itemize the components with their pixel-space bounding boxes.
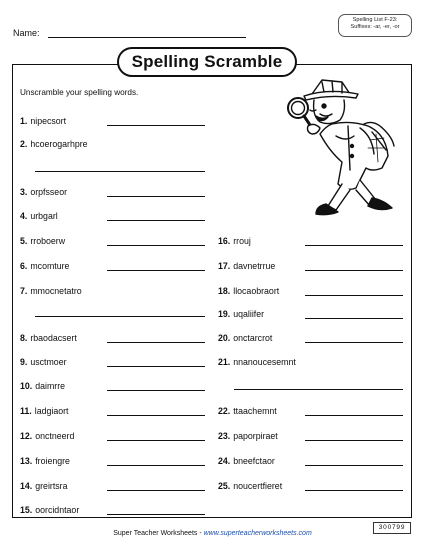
- detective-illustration: [276, 76, 408, 226]
- word-item-17: 17. davnetrrue: [218, 261, 276, 271]
- answer-line-1[interactable]: [107, 125, 205, 126]
- word-item-24: 24. bneefctaor: [218, 456, 275, 466]
- word-item-20: 20. onctarcrot: [218, 333, 273, 343]
- answer-line-25[interactable]: [305, 490, 403, 491]
- answer-line-20[interactable]: [305, 342, 403, 343]
- page-title: Spelling Scramble: [117, 47, 297, 77]
- answer-line-16[interactable]: [305, 245, 403, 246]
- word-item-16: 16. rrouj: [218, 236, 251, 246]
- worksheet-code: 300799: [373, 522, 411, 534]
- answer-line-5[interactable]: [107, 245, 205, 246]
- word-item-7: 7. mmocnetatro: [20, 286, 82, 296]
- word-item-9: 9. usctmoer: [20, 357, 67, 367]
- answer-line-4[interactable]: [107, 220, 205, 221]
- word-item-15: 15. oorcidntaor: [20, 505, 80, 515]
- word-item-14: 14. greirtsra: [20, 481, 68, 491]
- instructions: Unscramble your spelling words.: [20, 88, 139, 97]
- word-item-11: 11. ladgiaort: [20, 406, 69, 416]
- word-item-23: 23. paporpiraet: [218, 431, 278, 441]
- answer-line-23[interactable]: [305, 440, 403, 441]
- word-item-6: 6. mcomture: [20, 261, 70, 271]
- answer-line-12[interactable]: [107, 440, 205, 441]
- word-item-22: 22. ttaachemnt: [218, 406, 277, 416]
- word-item-2: 2. hcoerogarhpre: [20, 139, 88, 149]
- word-item-4: 4. urbgarl: [20, 211, 58, 221]
- answer-line-19[interactable]: [305, 318, 403, 319]
- spelling-list-badge: [338, 14, 412, 37]
- name-label: Name:: [13, 28, 40, 38]
- word-item-1: 1. nipecsort: [20, 116, 67, 126]
- answer-line-13[interactable]: [107, 465, 205, 466]
- answer-line-22[interactable]: [305, 415, 403, 416]
- footer-site-link[interactable]: www.superteacherworksheets.com: [203, 530, 312, 537]
- answer-line-18[interactable]: [305, 295, 403, 296]
- footer: [0, 530, 425, 537]
- answer-line-10[interactable]: [107, 390, 205, 391]
- answer-line-15[interactable]: [107, 514, 205, 515]
- word-item-13: 13. froiengre: [20, 456, 70, 466]
- word-item-18: 18. llocaobraort: [218, 286, 280, 296]
- answer-line-17[interactable]: [305, 270, 403, 271]
- answer-line-3[interactable]: [107, 196, 205, 197]
- answer-line-11[interactable]: [107, 415, 205, 416]
- answer-line-21[interactable]: [234, 389, 403, 390]
- answer-line-24[interactable]: [305, 465, 403, 466]
- answer-line-9[interactable]: [107, 366, 205, 367]
- answer-line-7[interactable]: [35, 316, 205, 317]
- word-item-25: 25. noucertfieret: [218, 481, 283, 491]
- word-item-3: 3. orpfsseor: [20, 187, 68, 197]
- answer-line-6[interactable]: [107, 270, 205, 271]
- spelling-list-title: Spelling List F-23:: [352, 17, 398, 23]
- footer-brand: Super Teacher Worksheets -: [113, 530, 204, 537]
- name-line: [48, 37, 246, 38]
- answer-line-8[interactable]: [107, 342, 205, 343]
- spelling-list-suffixes: Suffixes: -ar, -er, -or: [350, 24, 400, 30]
- word-item-8: 8. rbaodacsert: [20, 333, 77, 343]
- word-item-21: 21. nnanoucesemnt: [218, 357, 296, 367]
- word-item-19: 19. uqaliifer: [218, 309, 265, 319]
- answer-line-14[interactable]: [107, 490, 205, 491]
- answer-line-2[interactable]: [35, 171, 205, 172]
- word-item-5: 5. rroboerw: [20, 236, 66, 246]
- word-item-12: 12. onctneerd: [20, 431, 75, 441]
- word-item-10: 10. daimrre: [20, 381, 66, 391]
